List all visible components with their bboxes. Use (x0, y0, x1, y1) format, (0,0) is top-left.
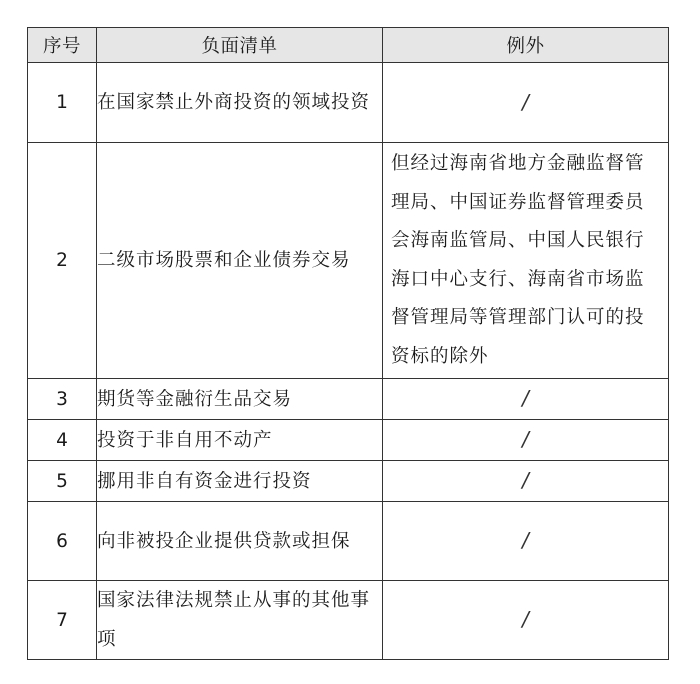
table-row (28, 581, 669, 660)
slash-mark: / (522, 607, 529, 631)
slash-mark: / (522, 528, 529, 552)
row-seq: 4 (28, 420, 97, 461)
row-item: 投资于非自用不动产 (97, 420, 383, 461)
row-exception (383, 63, 669, 143)
slash-mark: / (522, 386, 529, 410)
header-seq: 序号 (28, 28, 97, 63)
row-item: 二级市场股票和企业债券交易 (97, 143, 383, 379)
row-exception (383, 379, 669, 420)
table-row (28, 143, 669, 379)
row-seq: 7 (28, 581, 97, 660)
table-row (28, 63, 669, 143)
row-seq: 5 (28, 461, 97, 502)
row-item: 国家法律法规禁止从事的其他事项 (97, 581, 383, 660)
negative-list-table (27, 27, 669, 660)
row-exception (383, 143, 669, 379)
row-exception (383, 420, 669, 461)
row-seq: 3 (28, 379, 97, 420)
table-row (28, 379, 669, 420)
table-row (28, 461, 669, 502)
row-seq: 6 (28, 502, 97, 581)
row-item: 向非被投企业提供贷款或担保 (97, 502, 383, 581)
row-item: 挪用非自有资金进行投资 (97, 461, 383, 502)
row-item: 期货等金融衍生品交易 (97, 379, 383, 420)
slash-mark: / (522, 427, 529, 451)
slash-mark: / (522, 468, 529, 492)
row-exception (383, 581, 669, 660)
row-item: 在国家禁止外商投资的领域投资 (97, 63, 383, 143)
row-seq: 1 (28, 63, 97, 143)
header-row (28, 28, 669, 63)
row-exception (383, 502, 669, 581)
row-seq: 2 (28, 143, 97, 379)
exception-text: 但经过海南省地方金融监督管理局、中国证券监督管理委员会海南监管局、中国人民银行海口中心支行、海南省市场监督管理局等管理部门认可的投资标的除外 (391, 153, 645, 367)
row-exception (383, 461, 669, 502)
table-row (28, 502, 669, 581)
slash-mark: / (522, 89, 529, 114)
table-row (28, 420, 669, 461)
header-negative-list: 负面清单 (97, 28, 383, 63)
header-exception: 例外 (383, 28, 669, 63)
